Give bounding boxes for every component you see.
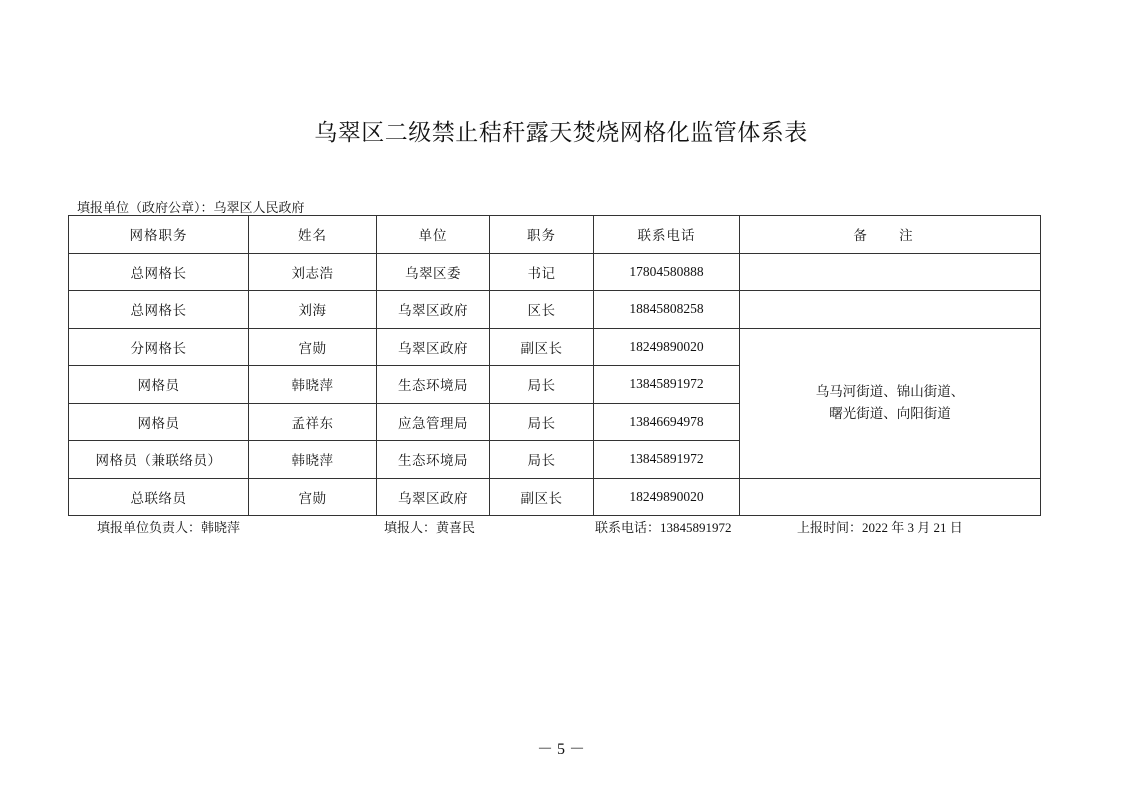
header-remarks-label: 备 注 [853,228,927,245]
cell-unit: 乌翠区政府 [377,328,490,366]
cell-name: 韩晓萍 [249,441,377,479]
header-phone: 联系电话 [594,216,740,254]
cell-phone: 13845891972 [594,366,740,404]
table-row [69,253,1041,291]
cell-name: 刘志浩 [249,253,377,291]
cell-position: 副区长 [490,478,594,516]
cell-unit: 乌翠区政府 [377,478,490,516]
cell-position: 局长 [490,366,594,404]
table-row [69,478,1041,516]
header-grid-role: 网格职务 [69,216,249,254]
cell-position: 书记 [490,253,594,291]
header-remarks [740,216,1041,254]
footer-report-time: 上报时间：2022 年 3 月 21 日 [797,520,963,535]
cell-phone: 13845891972 [594,441,740,479]
cell-remarks [740,478,1041,516]
cell-phone: 17804580888 [594,253,740,291]
table-header-row [69,216,1041,254]
cell-phone: 18249890020 [594,328,740,366]
cell-grid-role: 网格员（兼联络员） [69,441,249,479]
cell-unit: 生态环境局 [377,441,490,479]
header-unit: 单位 [377,216,490,254]
cell-position: 区长 [490,291,594,329]
table-row [69,291,1041,329]
cell-name: 孟祥东 [249,403,377,441]
cell-phone: 18845808258 [594,291,740,329]
filing-unit-line: 填报单位（政府公章）：乌翠区人民政府 [77,201,305,216]
cell-grid-role: 总网格长 [69,291,249,329]
header-position: 职务 [490,216,594,254]
cell-unit: 应急管理局 [377,403,490,441]
cell-name: 刘海 [249,291,377,329]
cell-remarks [740,253,1041,291]
table-row [69,328,1041,366]
footer-responsible: 填报单位负责人：韩晓萍 [97,520,241,535]
cell-name: 宫勋 [249,328,377,366]
footer-phone: 联系电话：13845891972 [595,520,732,535]
grid-supervision-table [68,215,1041,516]
cell-grid-role: 总网格长 [69,253,249,291]
cell-remarks [740,291,1041,329]
cell-unit: 乌翠区政府 [377,291,490,329]
cell-grid-role: 网格员 [69,403,249,441]
cell-position: 局长 [490,441,594,479]
cell-unit: 生态环境局 [377,366,490,404]
cell-phone: 18249890020 [594,478,740,516]
cell-phone: 13846694978 [594,403,740,441]
header-name: 姓名 [249,216,377,254]
cell-grid-role: 总联络员 [69,478,249,516]
cell-unit: 乌翠区委 [377,253,490,291]
remarks-line-2: 曙光街道、向阳街道 [829,406,951,422]
cell-position: 副区长 [490,328,594,366]
page-number: － 5 － [536,741,585,758]
cell-position: 局长 [490,403,594,441]
cell-remarks-merged [740,328,1041,478]
footer-filler: 填报人：黄喜民 [384,520,476,535]
cell-grid-role: 网格员 [69,366,249,404]
cell-name: 韩晓萍 [249,366,377,404]
remarks-line-1: 乌马河街道、锦山街道、 [815,384,965,400]
cell-grid-role: 分网格长 [69,328,249,366]
cell-name: 宫勋 [249,478,377,516]
document-title: 乌翠区二级禁止秸秆露天焚烧网格化监管体系表 [314,120,808,146]
